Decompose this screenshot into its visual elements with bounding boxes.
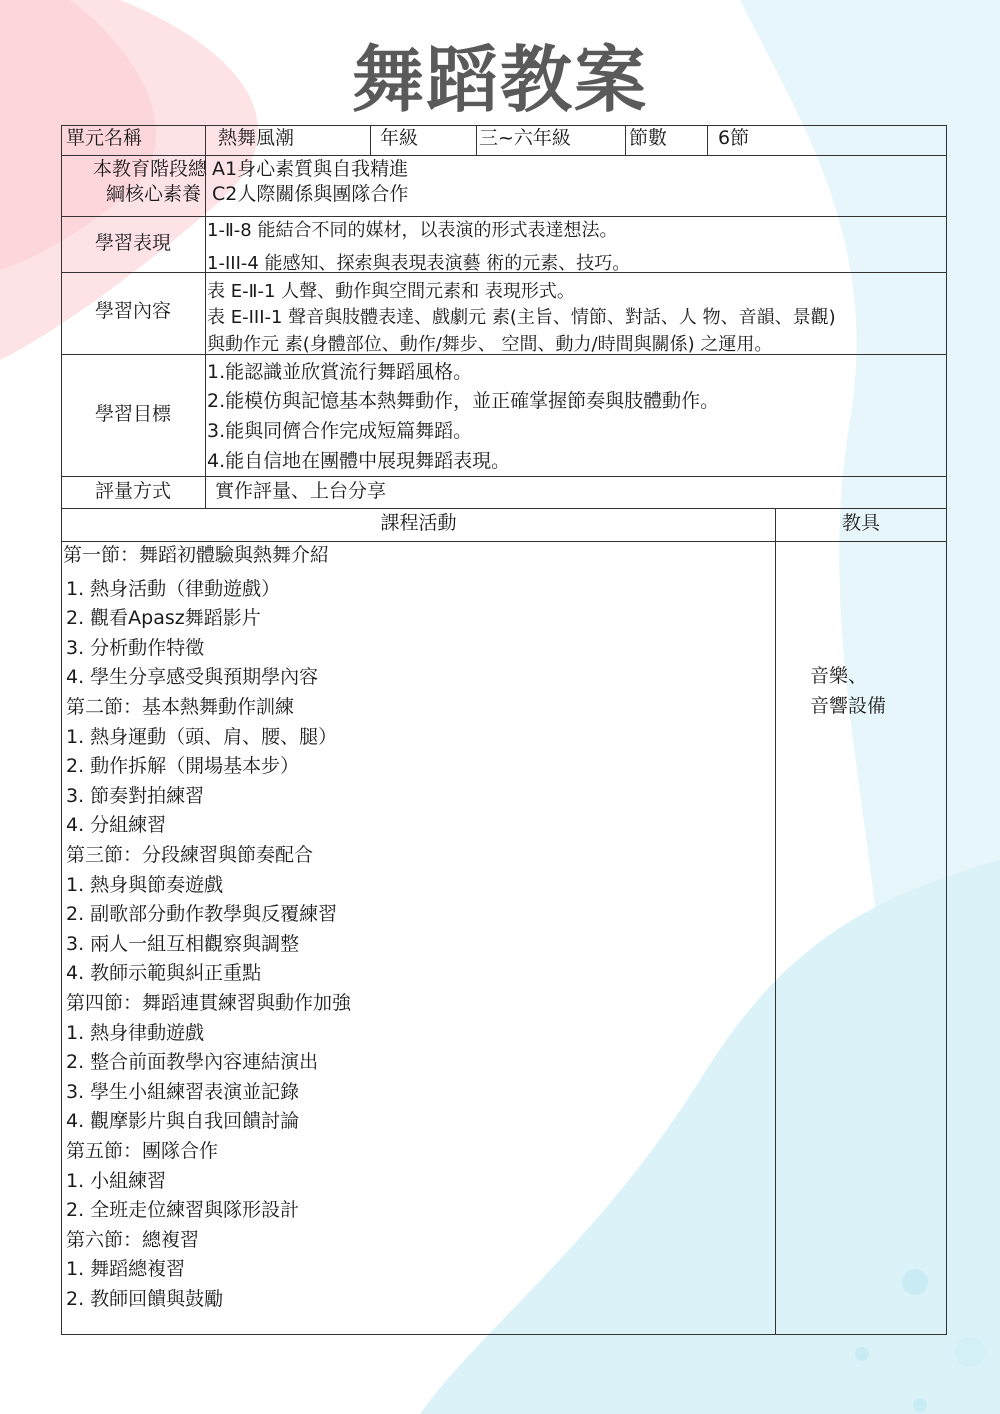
- activity-item: 4. 教師示範與糾正重點: [66, 962, 262, 984]
- activity-item: 2. 教師回饋與鼓勵: [66, 1288, 224, 1310]
- core-competency-item: A1身心素質與自我精進: [212, 158, 409, 180]
- core-competency-label: 本教育階段總: [93, 158, 208, 180]
- materials-header: 教具: [841, 512, 880, 534]
- learning-performance-item: 1-III-4 能感知、探索與表現表演藝 術的元素、技巧。: [207, 253, 631, 274]
- activity-item: 1. 熱身律動遊戲: [66, 1022, 205, 1044]
- assessment-label: 評量方式: [95, 480, 172, 502]
- session-heading: 第五節：團隊合作: [66, 1140, 219, 1162]
- row-divider: [61, 476, 947, 477]
- learning-content-item: 表 E-Ⅱ-1 人聲、動作與空間元素和 表現形式。: [207, 281, 575, 302]
- activity-item: 3. 節奏對拍練習: [66, 785, 205, 807]
- activity-item: 1. 熱身活動（律動遊戲）: [66, 578, 281, 600]
- grade-value: 三~六年級: [479, 127, 571, 149]
- session-heading: 第四節：舞蹈連貫練習與動作加強: [66, 992, 352, 1014]
- assessment-value: 實作評量、上台分享: [215, 480, 387, 502]
- learning-content-label: 學習內容: [95, 300, 172, 322]
- learning-objective-item: 3.能與同儕合作完成短篇舞蹈。: [207, 420, 473, 442]
- activity-item: 4. 學生分享感受與預期學內容: [66, 666, 319, 688]
- activity-item: 2. 整合前面教學內容連結演出: [66, 1051, 319, 1073]
- grade-label: 年級: [380, 127, 419, 149]
- session-heading: 第一節：舞蹈初體驗與熱舞介紹: [63, 544, 330, 566]
- learning-performance-item: 1-Ⅱ-8 能結合不同的媒材，以表演的形式表達想法。: [207, 220, 618, 241]
- activity-item: 4. 分組練習: [66, 814, 167, 836]
- learning-content-item: 表 E-III-1 聲音與肢體表達、戲劇元 素(主旨、情節、對話、人 物、音韻、景觀): [207, 307, 836, 328]
- activity-item: 1. 舞蹈總複習: [66, 1258, 186, 1280]
- column-divider: [476, 125, 477, 155]
- learning-objective-item: 2.能模仿與記憶基本熱舞動作，並正確掌握節奏與肢體動作。: [207, 390, 720, 412]
- core-competency-label-line2: 綱核心素養: [106, 183, 202, 205]
- table-border-top: [61, 125, 947, 126]
- materials-item: 音響設備: [810, 695, 887, 717]
- activity-item: 1. 熱身運動（頭、肩、腰、腿）: [66, 726, 338, 748]
- activity-item: 4. 觀摩影片與自我回饋討論: [66, 1110, 300, 1132]
- column-divider: [370, 125, 371, 155]
- row-divider: [61, 216, 947, 217]
- column-divider: [625, 125, 626, 155]
- session-heading: 第二節：基本熱舞動作訓練: [66, 696, 295, 718]
- activity-item: 3. 學生小組練習表演並記錄: [66, 1081, 300, 1103]
- table-border-left: [61, 125, 62, 1335]
- activity-item: 2. 動作拆解（開場基本步）: [66, 755, 300, 777]
- column-divider: [775, 508, 776, 1334]
- activities-header: 課程活動: [380, 512, 457, 534]
- row-divider: [61, 541, 947, 542]
- table-border-bottom: [61, 1334, 947, 1335]
- page-title: 舞蹈教案: [351, 38, 648, 122]
- column-divider: [707, 125, 708, 155]
- session-heading: 第三節：分段練習與節奏配合: [66, 844, 314, 866]
- learning-objectives-label: 學習目標: [95, 403, 172, 425]
- row-divider: [61, 508, 947, 509]
- sessions-label: 節數: [629, 127, 668, 149]
- sessions-value: 6節: [718, 127, 750, 149]
- activity-item: 3. 分析動作特徵: [66, 637, 205, 659]
- unit-name-label: 單元名稱: [66, 127, 143, 149]
- table-border-right: [946, 125, 947, 1335]
- activity-item: 1. 小組練習: [66, 1170, 167, 1192]
- learning-content-item: 與動作元 素(身體部位、動作/舞步、 空間、動力/時間與關係) 之運用。: [207, 334, 773, 355]
- core-competency-item: C2人際關係與團隊合作: [212, 183, 409, 205]
- activity-item: 1. 熱身與節奏遊戲: [66, 874, 224, 896]
- activity-item: 2. 副歌部分動作教學與反覆練習: [66, 903, 338, 925]
- row-divider: [61, 155, 947, 156]
- learning-objective-item: 1.能認識並欣賞流行舞蹈風格。: [207, 361, 473, 383]
- column-divider: [205, 125, 206, 508]
- unit-name-value: 熱舞風潮: [218, 127, 295, 149]
- materials-item: 音樂、: [810, 665, 868, 687]
- activity-item: 3. 兩人一組互相觀察與調整: [66, 933, 300, 955]
- activity-item: 2. 全班走位練習與隊形設計: [66, 1199, 300, 1221]
- learning-objective-item: 4.能自信地在團體中展現舞蹈表現。: [207, 450, 511, 472]
- session-heading: 第六節：總複習: [66, 1229, 200, 1251]
- activity-item: 2. 觀看Apasz舞蹈影片: [66, 607, 261, 629]
- learning-performance-label: 學習表現: [95, 232, 172, 254]
